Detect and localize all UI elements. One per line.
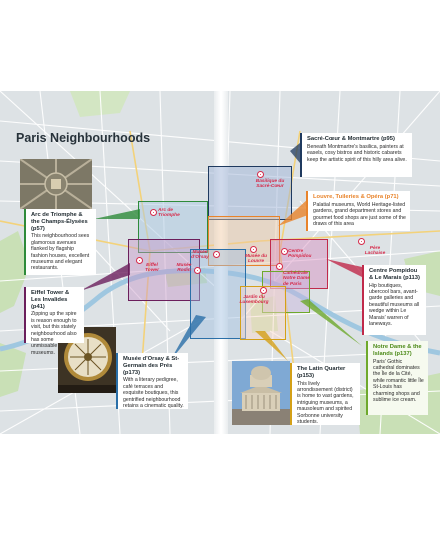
page-title: Paris Neighbourhoods [16,131,151,145]
place-desc: Beneath Montmartre's basilica, painters at easels, cosy bistros and historic cabarets keep the artistic spirit of this hilly area alive. [307,143,407,163]
arc-photo [20,159,92,209]
notre-dame-pin [276,263,283,270]
sacre-coeur-map-label: Basilique du Sacré-Cœur [255,179,285,190]
notre-dame-map-label: Cathédrale Notre Dame de Paris [283,271,310,287]
place-title: Louvre, Tuileries & Opéra (p71) [313,194,399,200]
place-title: Sacré-Cœur & Montmartre (p95) [307,136,395,142]
rodin-pin [194,267,201,274]
place-title: Musée d'Orsay & St-Germain des Prés (p173) [123,356,180,376]
place-card-latin-quarter [290,363,360,425]
louvre-pin [250,246,257,253]
place-title: Arc de Triomphe & the Champs-Élysées (p57) [31,212,88,232]
luxembourg-map-label: Jardin du Luxembourg [239,295,269,306]
place-desc: Paris' Gothic cathedral dominates the Île de la Cité, while romantic little Île St-Louis has charming shops and sublime ice cream. [373,358,424,404]
lachaise-map-label: Père Lachaise [364,246,386,257]
map-spread [0,91,440,434]
arc-map-label: Arc de Triomphe [158,208,180,219]
louvre-map-label: Musée du Louvre [244,254,268,265]
luxembourg-pin [260,287,267,294]
place-title: Eiffel Tower & Les Invalides (p41) [31,290,70,310]
rodin-map-label: Musée Rodin [176,263,192,274]
place-desc: Zipping up the spire is reason enough to visit, but this stately neighbourhood also has some unmissable museums. [31,311,77,356]
place-card-notre-dame [366,341,428,415]
place-card-louvre [306,191,410,231]
place-card-marais [362,265,426,335]
lachaise-pin [358,238,365,245]
place-desc: This neighbourhood sees glamorous avenues flanked by flagship fashion houses, excellent museums and elegant restaurants. [31,233,90,272]
place-desc: Hip boutiques, ubercool bars, avant-garde galleries and beautiful museums all wedge within Le Marais' warren of laneways. [369,282,420,328]
place-desc: With a literary pedigree, café terraces and exquisite boutiques, this gentrified neighbourhood retains a cinematic quality. [123,377,184,410]
sacre-coeur-pin [257,171,264,178]
place-card-champs-elysees [24,209,96,275]
place-desc: Palatial museums, World Heritage-listed gardens, grand department stores and gourmet food shops are just some of the draws of this area [313,201,406,228]
pompidou-map-label: Centre Pompidou [288,249,312,260]
pantheon-photo [232,361,290,425]
place-title: The Latin Quarter (p153) [297,366,346,379]
place-card-eiffel [24,287,84,356]
orsay-map-label: Musée d'Orsay [191,250,209,261]
place-card-sacre-coeur [300,133,412,177]
pompidou-pin [281,248,288,255]
place-title: Notre Dame & the Islands (p137) [373,344,422,357]
place-desc: This lively arrondissement (district) is home to vast gardens, intriguing museums, a mausoleum and spirited Sorbonne university students. [297,380,354,426]
arc-pin [150,209,157,216]
eiffel-map-label: Eiffel Tower [145,263,159,274]
place-card-orsay [116,353,188,409]
place-title: Centre Pompidou & Le Marais (p113) [369,268,420,281]
orsay-pin [213,251,220,258]
